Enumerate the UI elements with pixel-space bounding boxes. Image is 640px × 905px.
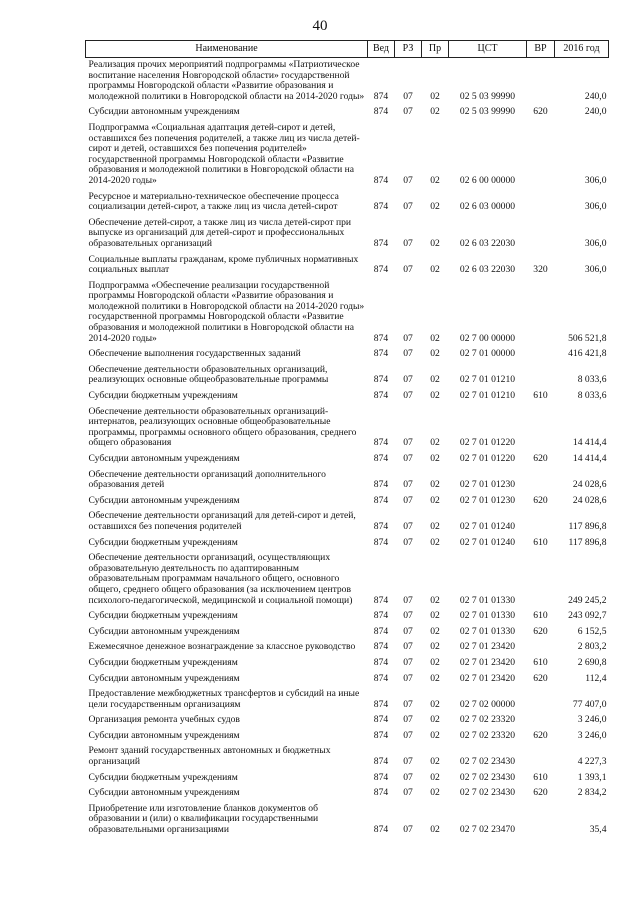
cell-cst: 02 7 01 01230 bbox=[459, 479, 516, 491]
cell-name: Субсидии бюджетным учреждениям bbox=[88, 536, 238, 548]
cell-cst: 02 7 01 01330 bbox=[459, 610, 516, 622]
cell-pr: 02 bbox=[430, 756, 440, 768]
cell-name: Обеспечение деятельности образовательных организаций-интернатов, реализующих основные общеобразовательные программы, программы основного общего образования, среднего общего образования bbox=[88, 405, 357, 449]
cell-ved: 874 bbox=[373, 494, 389, 506]
cell-ved: 874 bbox=[373, 787, 389, 799]
header-vr: ВР bbox=[527, 41, 555, 58]
cell-rz: 07 bbox=[403, 672, 413, 684]
cell-cst: 02 5 03 99990 bbox=[459, 90, 516, 102]
table-row bbox=[86, 687, 609, 713]
cell-ved: 874 bbox=[373, 437, 389, 449]
cell-pr: 02 bbox=[430, 698, 440, 710]
cell-ved: 874 bbox=[373, 656, 389, 668]
cell-rz: 07 bbox=[403, 520, 413, 532]
cell-cst: 02 6 03 22030 bbox=[459, 237, 516, 249]
cell-pr: 02 bbox=[430, 332, 440, 344]
cell-cst: 02 7 01 01330 bbox=[459, 594, 516, 606]
cell-sum: 306,0 bbox=[584, 237, 607, 249]
cell-sum: 24 028,6 bbox=[572, 494, 607, 506]
cell-name: Предоставление межбюджетных трансфертов и субсидий на иные цели государственным организациям bbox=[88, 688, 360, 710]
cell-vr bbox=[527, 121, 555, 190]
cell-sum: 306,0 bbox=[584, 201, 607, 213]
cell-rz: 07 bbox=[403, 656, 413, 668]
cell-rz: 07 bbox=[403, 494, 413, 506]
cell-sum: 8 033,6 bbox=[577, 390, 607, 402]
cell-pr: 02 bbox=[430, 594, 440, 606]
table-row bbox=[86, 452, 609, 468]
cell-vr: 620 bbox=[533, 625, 548, 637]
cell-vr: 620 bbox=[533, 787, 548, 799]
table-row bbox=[86, 609, 609, 625]
cell-vr bbox=[527, 551, 555, 609]
table-row bbox=[86, 786, 609, 802]
cell-rz: 07 bbox=[403, 729, 413, 741]
cell-ved: 874 bbox=[373, 374, 389, 386]
cell-rz: 07 bbox=[403, 641, 413, 653]
cell-vr: 610 bbox=[533, 390, 548, 402]
cell-cst: 02 7 02 23430 bbox=[459, 771, 516, 783]
cell-name: Организация ремонта учебных судов bbox=[88, 714, 240, 726]
table-row bbox=[86, 713, 609, 729]
cell-sum: 306,0 bbox=[584, 174, 607, 186]
cell-cst: 02 7 01 01210 bbox=[459, 374, 516, 386]
cell-ved: 874 bbox=[373, 264, 389, 276]
cell-rz: 07 bbox=[403, 453, 413, 464]
cell-sum: 416 421,8 bbox=[568, 348, 607, 360]
cell-vr bbox=[527, 216, 555, 253]
cell-ved: 874 bbox=[373, 771, 389, 783]
cell-name: Обеспечение деятельности организаций дополнительного образования детей bbox=[88, 468, 326, 491]
cell-rz: 07 bbox=[403, 787, 413, 799]
table-row bbox=[86, 729, 609, 745]
cell-ved: 874 bbox=[373, 348, 389, 360]
cell-rz: 07 bbox=[403, 264, 413, 276]
cell-name: Обеспечение детей-сирот, а также лиц из числа детей-сирот при выпуске из организаций для детей-сирот и профессиональных образовательных организаций bbox=[88, 216, 352, 249]
cell-cst: 02 6 03 00000 bbox=[459, 201, 516, 213]
cell-name: Приобретение или изготовление бланков документов об образовании и (или) о квалификации государственными образовательными организациями bbox=[88, 802, 319, 836]
cell-name: Обеспечение деятельности организаций для детей-сирот и детей, оставшихся без попечения родителей bbox=[88, 510, 356, 532]
cell-rz: 07 bbox=[403, 479, 413, 491]
cell-vr bbox=[527, 405, 555, 452]
header-rz: РЗ bbox=[395, 41, 422, 58]
cell-ved: 874 bbox=[373, 729, 389, 741]
cell-sum: 24 028,6 bbox=[572, 479, 607, 491]
cell-name: Субсидии автономным учреждениям bbox=[88, 729, 240, 741]
cell-pr: 02 bbox=[430, 390, 440, 402]
cell-ved: 874 bbox=[373, 201, 389, 213]
cell-pr: 02 bbox=[430, 824, 440, 836]
cell-sum: 35,4 bbox=[589, 824, 607, 836]
cell-pr: 02 bbox=[430, 374, 440, 386]
cell-cst: 02 7 01 01330 bbox=[459, 625, 516, 637]
cell-ved: 874 bbox=[373, 625, 389, 637]
cell-sum: 112,4 bbox=[585, 672, 607, 684]
cell-pr: 02 bbox=[430, 787, 440, 799]
cell-name: Субсидии бюджетным учреждениям bbox=[88, 610, 238, 622]
cell-name: Ежемесячное денежное вознаграждение за классное руководство bbox=[88, 641, 356, 653]
cell-rz: 07 bbox=[403, 237, 413, 249]
cell-rz: 07 bbox=[403, 332, 413, 344]
cell-cst: 02 7 01 01230 bbox=[459, 494, 516, 506]
table-row bbox=[86, 216, 609, 253]
cell-sum: 3 246,0 bbox=[577, 714, 607, 726]
cell-ved: 874 bbox=[373, 641, 389, 653]
cell-vr bbox=[527, 363, 555, 389]
cell-vr: 620 bbox=[533, 453, 548, 464]
cell-rz: 07 bbox=[403, 536, 413, 548]
cell-pr: 02 bbox=[430, 656, 440, 668]
cell-cst: 02 7 01 01240 bbox=[459, 536, 516, 548]
cell-sum: 249 245,2 bbox=[568, 594, 607, 606]
cell-pr: 02 bbox=[430, 453, 440, 464]
header-pr: Пр bbox=[422, 41, 449, 58]
table-row bbox=[86, 279, 609, 348]
table-row bbox=[86, 389, 609, 405]
cell-rz: 07 bbox=[403, 106, 413, 118]
header-cst: ЦСТ bbox=[449, 41, 527, 58]
cell-name: Ресурсное и материально-техническое обеспечение процесса социализации детей-сирот, а также лиц из числа детей-сирот bbox=[88, 190, 339, 213]
cell-cst: 02 7 02 00000 bbox=[459, 698, 516, 710]
cell-name: Субсидии автономным учреждениям bbox=[88, 625, 240, 637]
cell-ved: 874 bbox=[373, 520, 389, 532]
cell-name: Субсидии бюджетным учреждениям bbox=[88, 771, 238, 783]
cell-vr bbox=[527, 190, 555, 216]
cell-pr: 02 bbox=[430, 494, 440, 506]
table-row bbox=[86, 536, 609, 552]
cell-pr: 02 bbox=[430, 771, 440, 783]
table-row bbox=[86, 253, 609, 279]
cell-vr: 320 bbox=[533, 264, 548, 276]
cell-ved: 874 bbox=[373, 479, 389, 491]
cell-rz: 07 bbox=[403, 390, 413, 402]
cell-cst: 02 7 02 23430 bbox=[459, 787, 516, 799]
cell-rz: 07 bbox=[403, 348, 413, 360]
cell-vr bbox=[527, 713, 555, 729]
table-header-row bbox=[86, 41, 609, 58]
cell-vr bbox=[527, 802, 555, 839]
table-row bbox=[86, 771, 609, 787]
cell-vr: 610 bbox=[533, 610, 548, 622]
cell-ved: 874 bbox=[373, 390, 389, 402]
cell-ved: 874 bbox=[373, 332, 389, 344]
cell-ved: 874 bbox=[373, 106, 389, 118]
cell-vr bbox=[527, 744, 555, 770]
cell-rz: 07 bbox=[403, 714, 413, 726]
cell-name: Субсидии автономным учреждениям bbox=[88, 494, 240, 506]
table-body bbox=[86, 58, 609, 839]
cell-ved: 874 bbox=[373, 698, 389, 710]
cell-pr: 02 bbox=[430, 610, 440, 622]
page-number: 40 bbox=[312, 18, 328, 34]
cell-pr: 02 bbox=[430, 641, 440, 653]
cell-name: Социальные выплаты гражданам, кроме публичных нормативных социальных выплат bbox=[88, 253, 359, 276]
cell-rz: 07 bbox=[403, 174, 413, 186]
cell-rz: 07 bbox=[403, 594, 413, 606]
cell-ved: 874 bbox=[373, 90, 389, 102]
cell-pr: 02 bbox=[430, 729, 440, 741]
cell-name: Субсидии бюджетным учреждениям bbox=[88, 390, 238, 402]
cell-sum: 117 896,8 bbox=[568, 520, 607, 532]
cell-cst: 02 7 01 00000 bbox=[459, 348, 516, 360]
cell-pr: 02 bbox=[430, 520, 440, 532]
cell-rz: 07 bbox=[403, 756, 413, 768]
cell-pr: 02 bbox=[430, 264, 440, 276]
table-row bbox=[86, 802, 609, 839]
cell-ved: 874 bbox=[373, 594, 389, 606]
cell-sum: 2 834,2 bbox=[577, 787, 607, 799]
cell-rz: 07 bbox=[403, 625, 413, 637]
cell-sum: 8 033,6 bbox=[577, 374, 607, 386]
cell-rz: 07 bbox=[403, 771, 413, 783]
cell-vr bbox=[527, 687, 555, 713]
cell-rz: 07 bbox=[403, 201, 413, 213]
table-row bbox=[86, 640, 609, 656]
cell-cst: 02 7 01 01240 bbox=[459, 520, 516, 532]
cell-cst: 02 5 03 99990 bbox=[459, 106, 516, 118]
cell-sum: 3 246,0 bbox=[577, 729, 607, 741]
cell-sum: 4 227,3 bbox=[577, 756, 607, 768]
cell-vr bbox=[527, 279, 555, 348]
cell-vr bbox=[527, 347, 555, 363]
header-ved: Вед bbox=[368, 41, 395, 58]
cell-rz: 07 bbox=[403, 374, 413, 386]
cell-vr bbox=[527, 640, 555, 656]
table-row bbox=[86, 347, 609, 363]
cell-rz: 07 bbox=[403, 437, 413, 449]
cell-rz: 07 bbox=[403, 610, 413, 622]
cell-sum: 243 092,7 bbox=[568, 610, 607, 622]
cell-name: Подпрограмма «Социальная адаптация детей-сирот и детей, оставшихся без попечения родителей, а также лиц из числа детей-сирот и детей, оставшихся без попечения родителей» государственной программы Новгородской области «Развитие образования и молодежной политики в Новгородской области на 2014-2020 годы» bbox=[88, 121, 360, 186]
cell-rz: 07 bbox=[403, 698, 413, 710]
cell-cst: 02 7 02 23320 bbox=[459, 714, 516, 726]
cell-name: Обеспечение деятельности организаций, осуществляющих образовательную деятельность по адаптированным образовательным программам начального общего, основного общего, среднего общего образования (за исключением центров психолого-педагогической, медицинской и социальной помощи) bbox=[88, 552, 353, 606]
cell-name: Субсидии автономным учреждениям bbox=[88, 672, 240, 684]
header-name: Наименование bbox=[86, 41, 368, 58]
cell-vr: 610 bbox=[533, 536, 548, 548]
table-row bbox=[86, 58, 609, 106]
cell-cst: 02 7 02 23320 bbox=[459, 729, 516, 741]
cell-ved: 874 bbox=[373, 536, 389, 548]
cell-cst: 02 7 01 23420 bbox=[459, 656, 516, 668]
cell-vr: 620 bbox=[533, 672, 548, 684]
cell-vr bbox=[527, 58, 555, 106]
cell-pr: 02 bbox=[430, 479, 440, 491]
cell-cst: 02 6 03 22030 bbox=[459, 264, 516, 276]
cell-pr: 02 bbox=[430, 625, 440, 637]
table-row bbox=[86, 509, 609, 535]
cell-cst: 02 7 01 01210 bbox=[459, 390, 516, 402]
cell-cst: 02 7 00 00000 bbox=[459, 332, 516, 344]
cell-name: Субсидии бюджетным учреждениям bbox=[88, 656, 238, 668]
cell-ved: 874 bbox=[373, 237, 389, 249]
table-row bbox=[86, 551, 609, 609]
cell-ved: 874 bbox=[373, 714, 389, 726]
cell-vr bbox=[527, 509, 555, 535]
cell-pr: 02 bbox=[430, 90, 440, 102]
cell-vr bbox=[527, 468, 555, 494]
cell-pr: 02 bbox=[430, 106, 440, 118]
table-row bbox=[86, 625, 609, 641]
cell-sum: 240,0 bbox=[584, 90, 607, 102]
cell-ved: 874 bbox=[373, 453, 389, 464]
cell-sum: 2 690,8 bbox=[577, 656, 607, 668]
cell-sum: 1 393,1 bbox=[577, 771, 607, 783]
cell-pr: 02 bbox=[430, 348, 440, 360]
cell-vr: 620 bbox=[533, 106, 548, 118]
cell-name: Ремонт зданий государственных автономных и бюджетных организаций bbox=[88, 745, 331, 768]
cell-name: Реализация прочих мероприятий подпрограммы «Патриотическое воспитание населения Новгородской области» государственной программы Новгородской области «Развитие образования и молодежной политики в Новгородской области на 2014-2020 годы» bbox=[88, 59, 365, 102]
cell-cst: 02 7 01 01220 bbox=[459, 437, 516, 449]
table-row bbox=[86, 656, 609, 672]
cell-sum: 240,0 bbox=[584, 106, 607, 118]
cell-cst: 02 7 02 23430 bbox=[459, 756, 516, 768]
table-row bbox=[86, 105, 609, 121]
cell-name: Субсидии автономным учреждениям bbox=[88, 453, 240, 464]
cell-pr: 02 bbox=[430, 237, 440, 249]
cell-pr: 02 bbox=[430, 437, 440, 449]
cell-pr: 02 bbox=[430, 714, 440, 726]
cell-sum: 6 152,5 bbox=[577, 625, 607, 637]
budget-table bbox=[85, 40, 609, 839]
cell-vr: 610 bbox=[533, 656, 548, 668]
cell-ved: 874 bbox=[373, 824, 389, 836]
cell-sum: 77 407,0 bbox=[572, 698, 607, 710]
cell-cst: 02 7 01 23420 bbox=[459, 672, 516, 684]
cell-sum: 14 414,4 bbox=[572, 453, 607, 464]
cell-name: Субсидии автономным учреждениям bbox=[88, 787, 240, 799]
cell-vr: 610 bbox=[533, 771, 548, 783]
table-row bbox=[86, 363, 609, 389]
cell-ved: 874 bbox=[373, 672, 389, 684]
header-year: 2016 год bbox=[555, 41, 609, 58]
cell-cst: 02 7 02 23470 bbox=[459, 824, 516, 836]
cell-cst: 02 7 01 01220 bbox=[459, 453, 516, 464]
table-row bbox=[86, 744, 609, 770]
cell-name: Подпрограмма «Обеспечение реализации государственной программы Новгородской области «Развитие образования и молодежной политики в Новгородской области на 2014-2020 годы» государственной программы Новгородской области «Развитие образования и молодежной политики в Новгородской области на 2014-2020 годы» bbox=[88, 279, 365, 344]
cell-pr: 02 bbox=[430, 174, 440, 186]
cell-ved: 874 bbox=[373, 610, 389, 622]
cell-name: Обеспечение выполнения государственных заданий bbox=[88, 348, 301, 360]
table-row bbox=[86, 405, 609, 452]
cell-ved: 874 bbox=[373, 174, 389, 186]
cell-name: Обеспечение деятельности образовательных организаций, реализующих основные общеобразовательные программы bbox=[88, 363, 329, 386]
table-row bbox=[86, 468, 609, 494]
table-row bbox=[86, 121, 609, 190]
cell-sum: 117 896,8 bbox=[568, 536, 607, 548]
cell-pr: 02 bbox=[430, 536, 440, 548]
cell-sum: 306,0 bbox=[584, 264, 607, 276]
cell-vr: 620 bbox=[533, 729, 548, 741]
table-row bbox=[86, 190, 609, 216]
cell-rz: 07 bbox=[403, 824, 413, 836]
table-row bbox=[86, 672, 609, 688]
cell-rz: 07 bbox=[403, 90, 413, 102]
cell-ved: 874 bbox=[373, 756, 389, 768]
cell-pr: 02 bbox=[430, 201, 440, 213]
cell-sum: 2 803,2 bbox=[577, 641, 607, 653]
cell-cst: 02 6 00 00000 bbox=[459, 174, 516, 186]
cell-sum: 506 521,8 bbox=[568, 332, 607, 344]
cell-name: Субсидии автономным учреждениям bbox=[88, 106, 240, 118]
cell-vr: 620 bbox=[533, 494, 548, 506]
table-row bbox=[86, 494, 609, 510]
cell-cst: 02 7 01 23420 bbox=[459, 641, 516, 653]
cell-pr: 02 bbox=[430, 672, 440, 684]
cell-sum: 14 414,4 bbox=[572, 437, 607, 449]
